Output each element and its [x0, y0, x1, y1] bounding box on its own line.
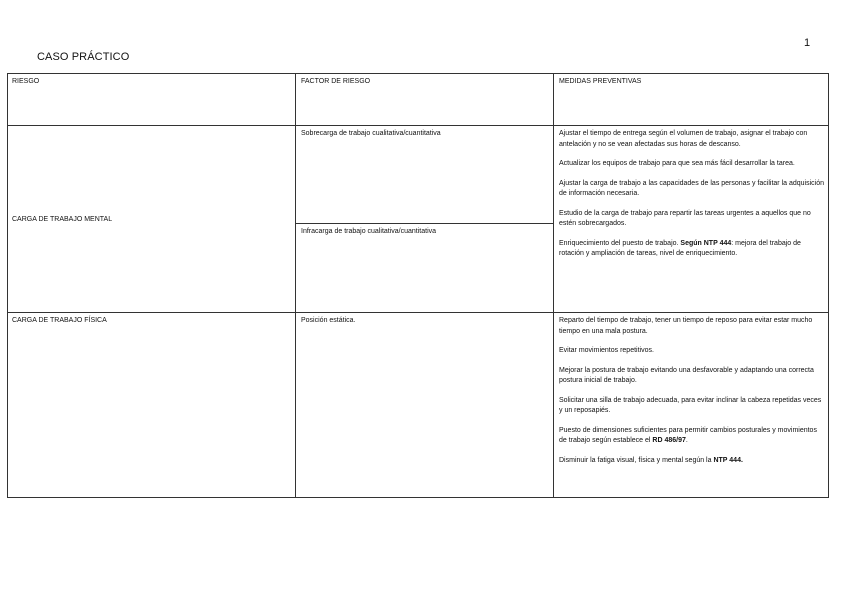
header-medidas-preventivas: MEDIDAS PREVENTIVAS: [559, 78, 642, 85]
header-riesgo: RIESGO: [12, 78, 40, 85]
measure-reference: NTP 444.: [713, 456, 743, 464]
page-title: CASO PRÁCTICO: [37, 51, 130, 63]
measure-item: Evitar movimientos repetitivos.: [559, 347, 654, 354]
risk-carga-fisica: CARGA DE TRABAJO FÍSICA: [12, 317, 107, 324]
measure-item: [559, 239, 824, 260]
measure-item: Estudio de la carga de trabajo para repartir las tareas urgentes a aquellos que no estén sobrecargados.: [559, 209, 811, 227]
measures-carga-fisica: [554, 313, 828, 497]
measure-item: Solicitar una silla de trabajo adecuada, para evitar inclinar la cabeza repetidas veces y un reposapiés.: [559, 396, 822, 414]
table-border-left: [7, 73, 8, 498]
risk-table: [7, 73, 829, 498]
measure-item: Ajustar el tiempo de entrega según el volumen de trabajo, asignar el trabajo con antelación y no se vean afectadas sus horas de descanso.: [559, 130, 808, 148]
measure-text: : mejora del trabajo de rotación y ampliación de tareas, nivel de enriquecimiento.: [559, 239, 801, 257]
factor-sobrecarga: Sobrecarga de trabajo cualitativa/cuantitativa: [301, 130, 441, 137]
measure-text: .: [685, 437, 688, 444]
page-number: 1: [804, 37, 811, 49]
measure-text: Puesto de dimensiones suficientes para permitir cambios posturales y movimientos de trabajo según establece el: [559, 426, 817, 444]
table-border-right: [828, 73, 829, 498]
table-border-bottom: [7, 497, 829, 498]
measure-item: Ajustar la carga de trabajo a las capacidades de las personas y facilitar la adquisición de información necesaria.: [559, 179, 824, 197]
measures-carga-mental: [554, 126, 828, 312]
measure-reference: Según NTP 444: [680, 239, 732, 247]
measure-text: Enriquecimiento del puesto de trabajo.: [559, 239, 681, 247]
factor-posicion-estatica: Posición estática.: [301, 317, 356, 324]
measure-item: Reparto del tiempo de trabajo, tener un tiempo de reposo para evitar estar mucho tiempo en una mala postura.: [559, 317, 813, 335]
measure-item: [559, 426, 824, 447]
risk-carga-mental: CARGA DE TRABAJO MENTAL: [12, 216, 113, 223]
measure-item: Actualizar los equipos de trabajo para que sea más fácil desarrollar la tarea.: [559, 160, 795, 167]
measure-reference: RD 486/97: [652, 437, 686, 444]
measure-item: Mejorar la postura de trabajo evitando una desfavorable y adaptando una correcta postura inicial de trabajo.: [559, 366, 814, 384]
header-factor-de-riesgo: FACTOR DE RIESGO: [301, 78, 371, 85]
measure-item: [559, 456, 824, 467]
factor-infracarga: Infracarga de trabajo cualitativa/cuantitativa: [301, 228, 437, 235]
measure-text: Disminuir la fatiga visual, física y mental según la: [559, 456, 714, 464]
